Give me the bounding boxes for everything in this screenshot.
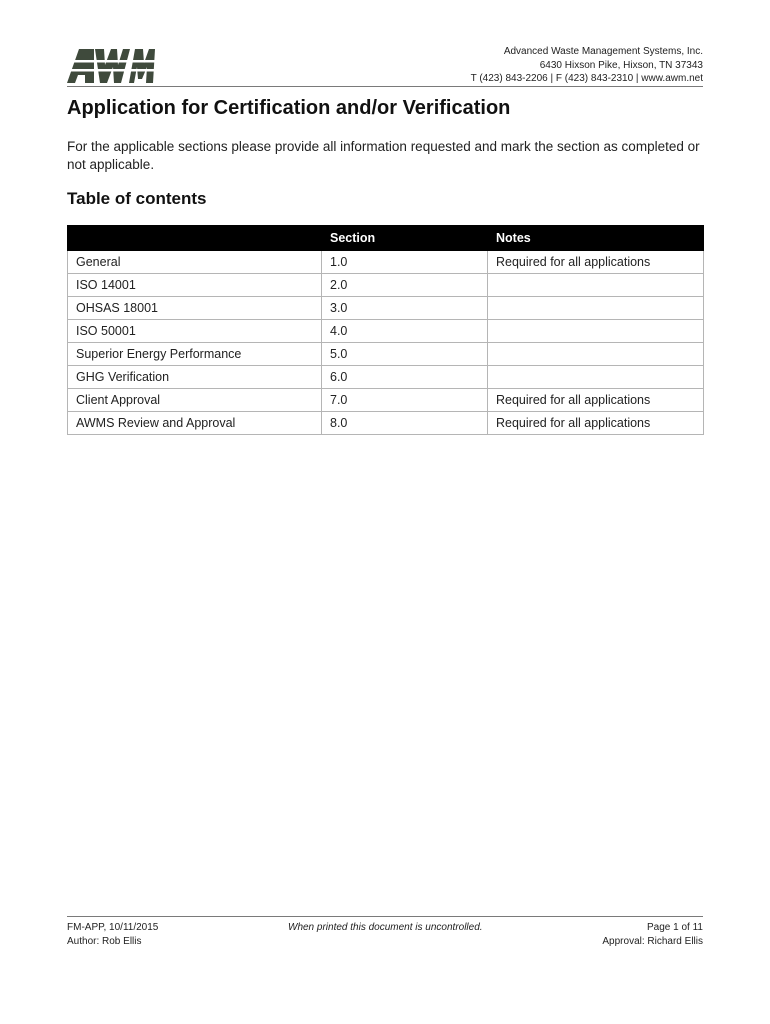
awm-logo-graphic [67, 49, 155, 83]
toc-header-section: Section [322, 226, 488, 251]
footer-right [602, 921, 703, 948]
toc-cell-section: 8.0 [322, 412, 488, 435]
author: Author: Rob Ellis [67, 935, 142, 947]
approval: Approval: Richard Ellis [602, 935, 703, 947]
logo-stripe [67, 60, 155, 63]
company-info [471, 45, 703, 86]
toc-cell-section: 1.0 [322, 251, 488, 274]
toc-cell-notes [488, 274, 704, 297]
toc-cell-notes: Required for all applications [488, 412, 704, 435]
toc-cell-section: 5.0 [322, 343, 488, 366]
toc-cell-name: AWMS Review and Approval [68, 412, 322, 435]
toc-header-name [68, 226, 322, 251]
toc-cell-name: GHG Verification [68, 366, 322, 389]
table-row [68, 320, 704, 343]
company-name: Advanced Waste Management Systems, Inc. [503, 46, 703, 57]
toc-cell-notes: Required for all applications [488, 389, 704, 412]
logo-letter-a [67, 49, 94, 83]
table-row [68, 343, 704, 366]
table-row [68, 251, 704, 274]
table-row [68, 274, 704, 297]
uncontrolled-notice [288, 921, 483, 935]
logo-stripe [67, 69, 155, 72]
toc-table [67, 225, 704, 435]
toc-heading: Table of contents [67, 189, 207, 208]
toc-cell-section: 6.0 [322, 366, 488, 389]
table-row [68, 366, 704, 389]
toc-cell-notes: Required for all applications [488, 251, 704, 274]
toc-cell-notes [488, 297, 704, 320]
logo-letter-m [129, 49, 155, 83]
document-title: Application for Certification and/or Verification [67, 97, 511, 119]
toc-cell-notes [488, 366, 704, 389]
toc-cell-name: ISO 14001 [68, 274, 322, 297]
toc-cell-name: General [68, 251, 322, 274]
toc-cell-name: ISO 50001 [68, 320, 322, 343]
toc-header-row [68, 226, 704, 251]
page-footer [67, 916, 703, 947]
toc-cell-section: 4.0 [322, 320, 488, 343]
notice-text: When printed this document is uncontrolled. [288, 922, 483, 933]
toc-cell-name: Superior Energy Performance [68, 343, 322, 366]
table-row [68, 297, 704, 320]
footer-left [67, 921, 158, 948]
toc-cell-notes [488, 320, 704, 343]
page-header [67, 42, 703, 87]
table-row [68, 389, 704, 412]
page-number: Page 1 of 11 [647, 922, 703, 933]
company-contact: T (423) 843-2206 | F (423) 843-2310 | www.awm.net [470, 73, 703, 84]
toc-cell-name: Client Approval [68, 389, 322, 412]
toc-cell-name: OHSAS 18001 [68, 297, 322, 320]
company-address: 6430 Hixson Pike, Hixson, TN 37343 [539, 59, 703, 71]
logo-letter-w [95, 49, 130, 83]
form-id: FM-APP, 10/11/2015 [67, 922, 159, 933]
toc-header-notes: Notes [488, 226, 704, 251]
toc-cell-section: 3.0 [322, 297, 488, 320]
awm-logo [67, 49, 155, 83]
toc-cell-section: 7.0 [322, 389, 488, 412]
table-row [68, 412, 704, 435]
intro-paragraph: For the applicable sections please provide all information requested and mark the section as completed or not applicable. [67, 139, 700, 172]
toc-cell-section: 2.0 [322, 274, 488, 297]
toc-cell-notes [488, 343, 704, 366]
